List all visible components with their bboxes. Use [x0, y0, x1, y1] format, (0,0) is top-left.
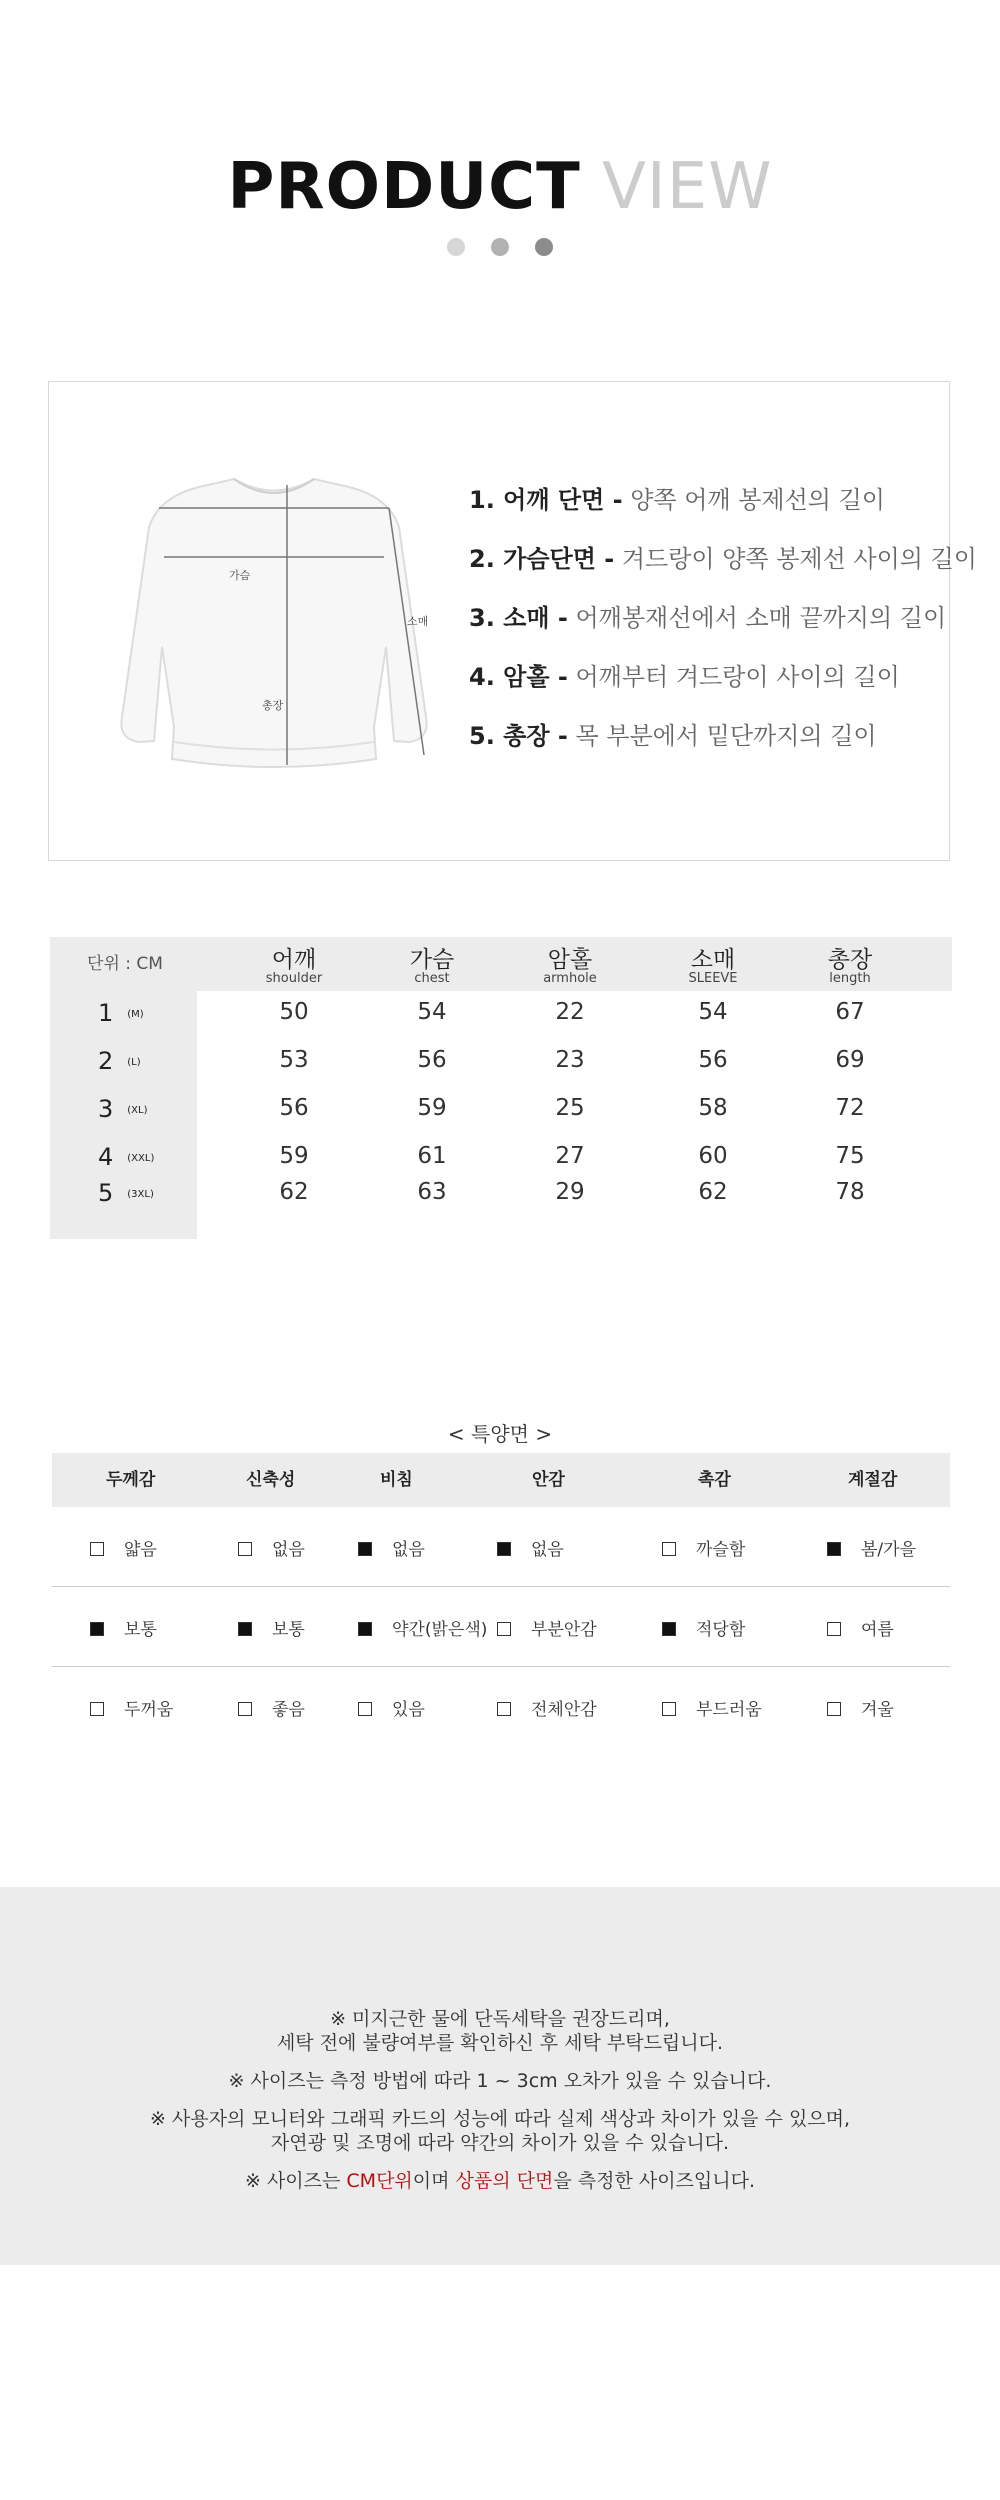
dot-2 [491, 238, 509, 256]
table-cell: 58 [698, 1095, 728, 1121]
fabric-option-label: 적당함 [696, 1620, 746, 1640]
fabric-option [497, 1695, 597, 1720]
table-row [50, 991, 952, 1039]
table-cell: 63 [417, 1179, 447, 1205]
checked-box-icon [662, 1622, 676, 1636]
table-cell: 29 [555, 1179, 585, 1205]
care-notes [0, 1887, 1000, 2265]
col-armhole: 암홀 armhole [543, 947, 597, 986]
size-label: 2 (L) [98, 1047, 141, 1075]
empty-box-icon [497, 1622, 511, 1636]
measurement-item: 1. 어깨 단면 - 양쪽 어깨 봉제선의 길이 [469, 486, 885, 514]
label-chest: 가슴 [229, 569, 251, 582]
fabric-option [358, 1695, 425, 1720]
section-dots [0, 238, 1000, 260]
col-length: 총장 length [827, 947, 873, 986]
empty-box-icon [662, 1702, 676, 1716]
table-cell: 50 [279, 999, 309, 1025]
sweatshirt-diagram [104, 457, 444, 797]
checked-box-icon [358, 1622, 372, 1636]
header-sheerness: 비침 [380, 1470, 413, 1490]
size-label: 3 (XL) [98, 1095, 148, 1123]
note-color: ※ 사용자의 모니터와 그래픽 카드의 성능에 따라 실제 색상과 차이가 있을 수 있으며, 자연광 및 조명에 따라 약간의 차이가 있을 수 있습니다. [149, 2108, 851, 2154]
fabric-option [90, 1615, 157, 1640]
col-shoulder: 어깨 shoulder [265, 947, 323, 986]
sweatshirt-shape [121, 479, 429, 767]
table-cell: 25 [555, 1095, 585, 1121]
title-bold: PRODUCT [227, 150, 581, 224]
table-cell: 59 [279, 1143, 309, 1169]
empty-box-icon [827, 1702, 841, 1716]
table-cell: 53 [279, 1047, 309, 1073]
table-cell: 67 [835, 999, 865, 1025]
checked-box-icon [358, 1542, 372, 1556]
empty-box-icon [662, 1542, 676, 1556]
measurement-list [469, 482, 977, 777]
fabric-option-label: 여름 [861, 1620, 894, 1640]
fabric-table [52, 1453, 950, 1746]
measurement-item: 2. 가슴단면 - 겨드랑이 양쪽 봉제선 사이의 길이 [469, 545, 977, 573]
empty-box-icon [90, 1702, 104, 1716]
fabric-option [497, 1615, 597, 1640]
table-cell: 69 [835, 1047, 865, 1073]
unit-label: 단위 : CM [87, 954, 163, 974]
empty-box-icon [238, 1702, 252, 1716]
fabric-option-label: 두꺼움 [124, 1700, 174, 1720]
table-cell: 56 [417, 1047, 447, 1073]
checked-box-icon [497, 1542, 511, 1556]
fabric-title: < 특양면 > [447, 1422, 553, 1446]
note-unit: ※ 사이즈는 CM단위이며 상품의 단면을 측정한 사이즈입니다. [244, 2170, 756, 2192]
table-cell: 62 [279, 1179, 309, 1205]
empty-box-icon [90, 1542, 104, 1556]
table-cell: 59 [417, 1095, 447, 1121]
fabric-option [358, 1535, 425, 1560]
table-cell: 27 [555, 1143, 585, 1169]
size-table-body [50, 991, 952, 1177]
fabric-row [52, 1667, 950, 1746]
col-chest: 가슴 chest [409, 947, 455, 986]
measurement-item: 3. 소매 - 어깨봉재선에서 소매 끝까지의 길이 [469, 604, 947, 632]
fabric-option-label: 없음 [531, 1540, 564, 1560]
fabric-option [827, 1615, 894, 1640]
fabric-row [52, 1587, 950, 1667]
checked-box-icon [238, 1622, 252, 1636]
table-row [50, 1039, 952, 1087]
table-cell: 62 [698, 1179, 728, 1205]
checked-box-icon [90, 1622, 104, 1636]
header-lining: 안감 [532, 1470, 565, 1490]
fabric-option [662, 1615, 745, 1640]
fabric-option [497, 1535, 564, 1560]
label-sleeve: 소매 [407, 615, 429, 628]
fabric-option-label: 보통 [272, 1620, 305, 1640]
empty-box-icon [497, 1702, 511, 1716]
fabric-option [238, 1695, 305, 1720]
fabric-option [238, 1535, 305, 1560]
empty-box-icon [827, 1622, 841, 1636]
empty-box-icon [358, 1702, 372, 1716]
table-cell: 61 [417, 1143, 447, 1169]
table-cell: 56 [698, 1047, 728, 1073]
table-row [50, 1087, 952, 1135]
note-size-tolerance: ※ 사이즈는 측정 방법에 따라 1 ~ 3cm 오차가 있을 수 있습니다. [228, 2070, 772, 2092]
table-cell: 78 [835, 1179, 865, 1205]
fabric-option-label: 얇음 [124, 1540, 157, 1560]
fabric-option-label: 부드러움 [696, 1700, 762, 1720]
header-touch: 촉감 [698, 1470, 731, 1490]
fabric-option-label: 약간(밝은색) [392, 1620, 488, 1640]
table-cell: 60 [698, 1143, 728, 1169]
fabric-row [52, 1507, 950, 1587]
fabric-option [662, 1695, 762, 1720]
size-label: 5 (3XL) [98, 1179, 154, 1207]
label-length: 총장 [262, 699, 284, 712]
col-sleeve: 소매 SLEEVE [688, 947, 738, 986]
table-cell: 75 [835, 1143, 865, 1169]
header-stretch: 신축성 [246, 1470, 296, 1490]
fabric-table-body [52, 1507, 950, 1746]
table-cell: 22 [555, 999, 585, 1025]
header-thickness: 두께감 [106, 1470, 156, 1490]
dot-3 [535, 238, 553, 256]
fabric-option-label: 봄/가을 [861, 1540, 916, 1560]
fabric-option-label: 까슬함 [696, 1540, 746, 1560]
header-season: 계절감 [848, 1470, 898, 1490]
table-cell: 72 [835, 1095, 865, 1121]
table-cell: 54 [698, 999, 728, 1025]
fabric-option-label: 없음 [392, 1540, 425, 1560]
size-label: 1 (M) [98, 999, 144, 1027]
page-title [0, 150, 1000, 224]
table-cell: 56 [279, 1095, 309, 1121]
note-wash: ※ 미지근한 물에 단독세탁을 권장드리며, 세탁 전에 불량여부를 확인하신 후 세탁 부탁드립니다. [276, 2008, 724, 2054]
measurement-item: 4. 암홀 - 어깨부터 겨드랑이 사이의 길이 [469, 663, 900, 691]
fabric-option-label: 있음 [392, 1700, 425, 1720]
fabric-option-label: 없음 [272, 1540, 305, 1560]
table-cell: 54 [417, 999, 447, 1025]
size-table [50, 937, 952, 1177]
empty-box-icon [238, 1542, 252, 1556]
fabric-option-label: 전체안감 [531, 1700, 597, 1720]
size-table-header [50, 937, 952, 991]
measurement-guide [48, 381, 977, 861]
dot-1 [447, 238, 465, 256]
fabric-option-label: 좋음 [272, 1700, 305, 1720]
fabric-option [662, 1535, 745, 1560]
fabric-option-label: 보통 [124, 1620, 157, 1640]
fabric-option-label: 부분안감 [531, 1620, 597, 1640]
checked-box-icon [827, 1542, 841, 1556]
fabric-option [90, 1695, 173, 1720]
fabric-option [90, 1535, 157, 1560]
fabric-option [827, 1695, 894, 1720]
title-light: VIEW [602, 150, 773, 224]
fabric-option [827, 1535, 916, 1560]
fabric-option-label: 겨울 [861, 1700, 894, 1720]
fabric-option [358, 1615, 487, 1640]
fabric-option [238, 1615, 305, 1640]
fabric-table-header [52, 1453, 950, 1507]
size-label: 4 (XXL) [98, 1143, 155, 1171]
table-row [50, 1171, 952, 1219]
measurement-item: 5. 총장 - 목 부분에서 밑단까지의 길이 [469, 722, 877, 750]
table-cell: 23 [555, 1047, 585, 1073]
